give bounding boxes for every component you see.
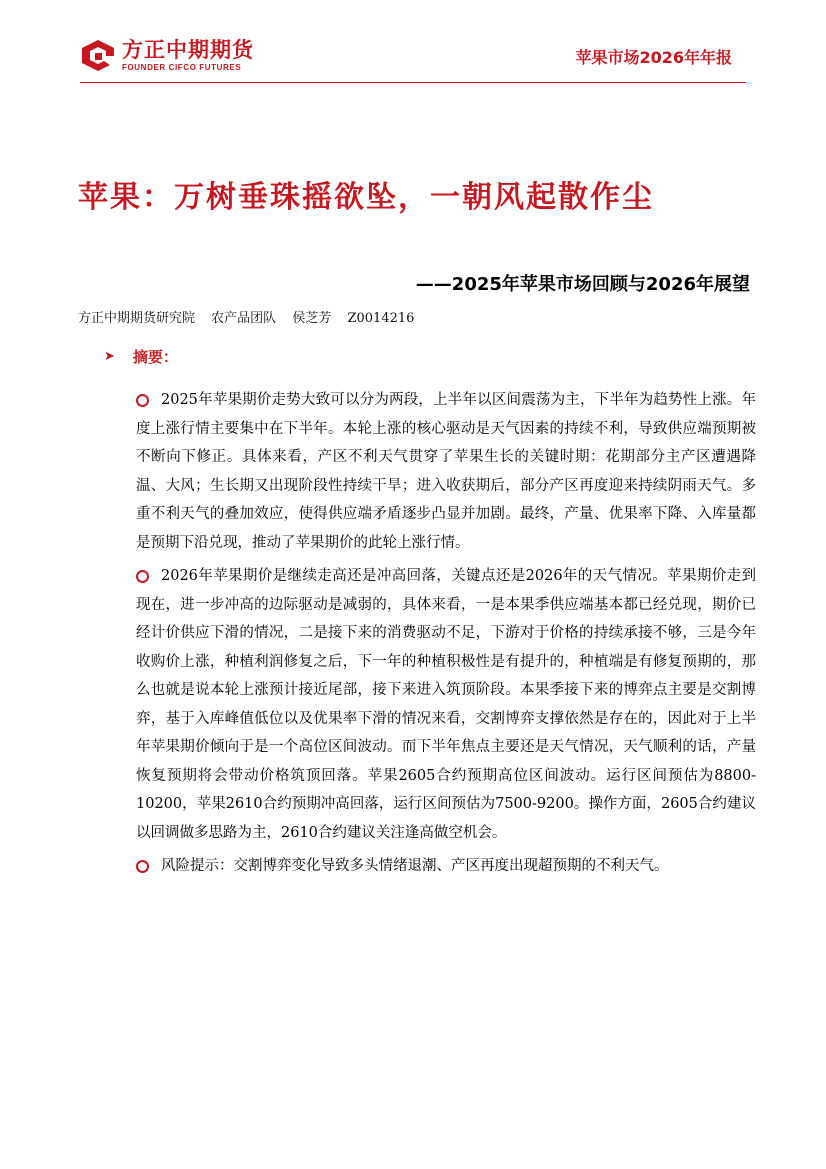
- circle-bullet-icon: [136, 570, 149, 583]
- logo-chinese-name: 方正中期期货: [122, 38, 254, 62]
- company-logo: [80, 38, 254, 72]
- byline-license: Z0014216: [347, 311, 415, 326]
- byline-author: 侯芝芳: [292, 311, 332, 326]
- summary-paragraph-text: 2026年苹果期价是继续走高还是冲高回落，关键点还是2026年的天气情况。苹果期价走到现在，进一步冲高的边际驱动是减弱的，具体来看，一是本果季供应端基本都已经兑现，期价已经计价供应下滑的情况，二是接下来的消费驱动不足，下游对于价格的持续承接不够，三是今年收购价上涨，种植利润修复之后，下一年的种植积极性是有提升的，种植端是有修复预期的，那么也就是说本轮上涨预计接近尾部，接下来进入筑顶阶段。本果季接下来的博弈点主要是交割博弈，基于入库峰值低位以及优果率下滑的情况来看，交割博弈支撑依然是存在的，因此对于上半年苹果期价倾向于是一个高位区间波动。而下半年焦点主要还是天气情况，天气顺利的话，产量恢复预期将会带动价格筑顶回落。苹果2605合约预期高位区间波动。运行区间预估为8800-10200，苹果2610合约预期冲高回落，运行区间预估为7500-9200。操作方面，2605合约建议以回调做多思路为主，2610合约建议关注逢高做空机会。: [136, 568, 756, 841]
- circle-bullet-icon: [136, 394, 149, 407]
- byline-team: 农产品团队: [211, 311, 277, 326]
- report-name: 苹果市场2026年年报: [575, 48, 732, 67]
- summary-paragraph: [136, 852, 756, 881]
- summary-paragraph: [136, 562, 756, 847]
- summary-paragraph: [136, 386, 756, 557]
- byline-institute: 方正中期期货研究院: [78, 311, 196, 326]
- byline: [78, 307, 426, 326]
- page-title: 苹果：万树垂珠摇欲坠，一朝风起散作尘: [78, 180, 654, 215]
- logo-english-name: FOUNDER CIFCO FUTURES: [122, 63, 242, 72]
- header-divider: [80, 82, 746, 83]
- summary-body: [136, 386, 756, 886]
- summary-title: 摘要：: [132, 348, 178, 366]
- arrow-bullet-icon: ➤: [104, 349, 115, 364]
- summary-paragraph-text: 风险提示：交割博弈变化导致多头情绪退潮、产区再度出现超预期的不利天气。: [161, 858, 669, 874]
- circle-bullet-icon: [136, 860, 149, 873]
- page-subtitle: ——2025年苹果市场回顾与2026年展望: [415, 274, 750, 295]
- founder-logo-icon: [80, 38, 116, 72]
- summary-paragraph-text: 2025年苹果期价走势大致可以分为两段，上半年以区间震荡为主，下半年为趋势性上涨。年度上涨行情主要集中在下半年。本轮上涨的核心驱动是天气因素的持续不利，导致供应端预期被不断向下修正。具体来看，产区不利天气贯穿了苹果生长的关键时期：花期部分主产区遭遇降温、大风；生长期又出现阶段性持续干旱；进入收获期后，部分产区再度迎来持续阴雨天气。多重不利天气的叠加效应，使得供应端矛盾逐步凸显并加剧。最终，产量、优果率下降、入库量都是预期下沿兑现，推动了苹果期价的此轮上涨行情。: [136, 392, 756, 551]
- summary-heading: [104, 346, 178, 367]
